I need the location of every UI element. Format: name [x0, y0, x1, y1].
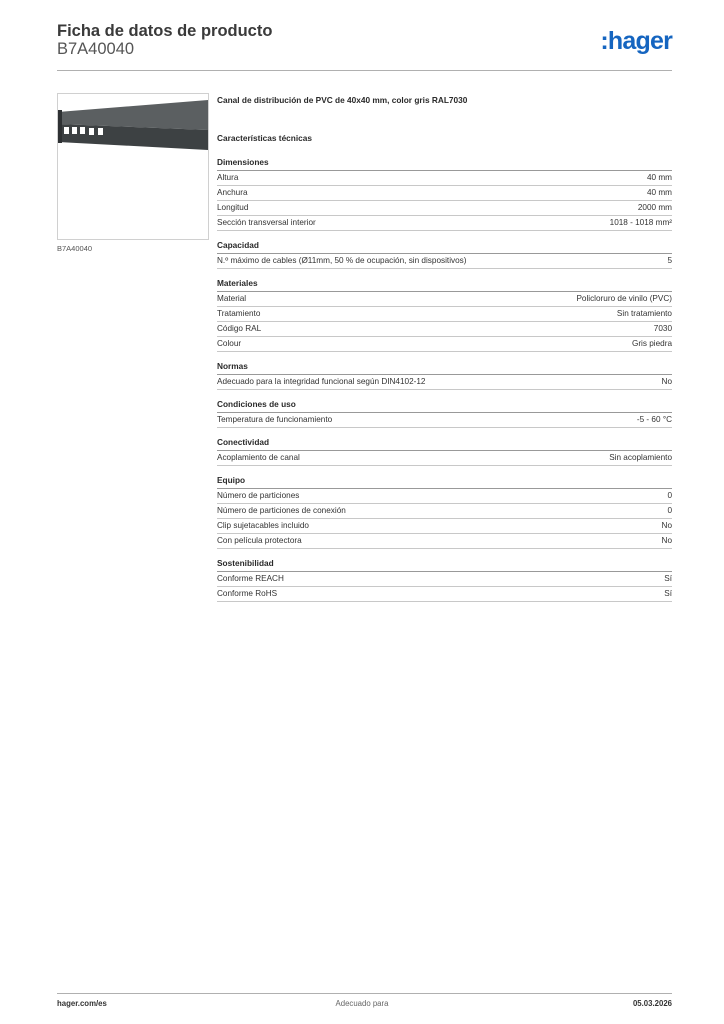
spec-value: Sí [664, 589, 672, 598]
spec-section-capacidad [217, 240, 672, 269]
product-sku: B7A40040 [57, 40, 135, 58]
spec-label: Acoplamiento de canal [217, 453, 300, 462]
section-title: Condiciones de uso [217, 399, 672, 413]
spec-value: No [661, 521, 672, 530]
spec-content [217, 95, 672, 611]
spec-row [217, 171, 672, 186]
spec-label: Anchura [217, 188, 248, 197]
spec-row [217, 534, 672, 549]
spec-label: Clip sujetacables incluido [217, 521, 309, 530]
footer-divider [57, 993, 672, 994]
hager-logo: :hager [600, 27, 672, 55]
spec-section-dimensiones [217, 157, 672, 231]
section-title: Normas [217, 361, 672, 375]
spec-label: Colour [217, 339, 242, 348]
image-caption: B7A40040 [57, 244, 93, 253]
spec-label: Temperatura de funcionamiento [217, 415, 333, 424]
spec-label: Conforme RoHS [217, 589, 278, 598]
spec-section-conectividad [217, 437, 672, 466]
pvc-trunking-icon [58, 94, 208, 239]
spec-row [217, 375, 672, 390]
spec-sections [217, 157, 672, 602]
spec-row [217, 489, 672, 504]
spec-label: N.º máximo de cables (Ø11mm, 50 % de ocupación, sin dispositivos) [217, 256, 467, 265]
footer-date: 05.03.2026 [632, 999, 672, 1008]
section-title: Dimensiones [217, 157, 672, 171]
spec-row [217, 337, 672, 352]
spec-section-normas [217, 361, 672, 390]
section-title: Materiales [217, 278, 672, 292]
section-title: Sostenibilidad [217, 558, 672, 572]
section-title: Equipo [217, 475, 672, 489]
header-divider [57, 70, 672, 71]
section-title: Capacidad [217, 240, 672, 254]
spec-row [217, 587, 672, 602]
spec-value: 7030 [653, 324, 672, 333]
spec-row [217, 572, 672, 587]
spec-section-sostenibilidad [217, 558, 672, 602]
spec-row [217, 186, 672, 201]
spec-value: Gris piedra [631, 339, 672, 348]
spec-value: 40 mm [646, 188, 672, 197]
tech-heading: Características técnicas [217, 133, 313, 143]
spec-value: 40 mm [646, 173, 672, 182]
spec-value: Sí [664, 574, 672, 583]
spec-row [217, 307, 672, 322]
spec-label: Tratamiento [217, 309, 261, 318]
spec-section-materiales [217, 278, 672, 352]
spec-value: Sin tratamiento [616, 309, 672, 318]
spec-value: 1018 - 1018 mm² [609, 218, 672, 227]
spec-section-condiciones-de-uso [217, 399, 672, 428]
spec-label: Sección transversal interior [217, 218, 316, 227]
spec-value: 0 [667, 491, 672, 500]
footer-website: hager.com/es [57, 999, 107, 1008]
spec-row [217, 519, 672, 534]
page-title: Ficha de datos de producto [57, 22, 273, 40]
spec-row [217, 322, 672, 337]
spec-value: Policloruro de vinilo (PVC) [576, 294, 672, 303]
spec-value: 0 [667, 506, 672, 515]
spec-label: Longitud [217, 203, 249, 212]
spec-label: Adecuado para la integridad funcional según DIN4102-12 [217, 377, 426, 386]
product-description: Canal de distribución de PVC de 40x40 mm, color gris RAL7030 [217, 95, 468, 105]
spec-row [217, 201, 672, 216]
spec-label: Código RAL [217, 324, 262, 333]
spec-value: 2000 mm [637, 203, 672, 212]
spec-section-equipo [217, 475, 672, 549]
spec-label: Altura [217, 173, 239, 182]
spec-label: Número de particiones [217, 491, 300, 500]
spec-label: Conforme REACH [217, 574, 284, 583]
spec-value: Sin acoplamiento [609, 453, 672, 462]
product-image [57, 93, 209, 240]
spec-row [217, 504, 672, 519]
spec-row [217, 254, 672, 269]
section-title: Conectividad [217, 437, 672, 451]
spec-value: No [661, 536, 672, 545]
spec-label: Material [217, 294, 247, 303]
spec-value: No [661, 377, 672, 386]
spec-row [217, 413, 672, 428]
spec-label: Número de particiones de conexión [217, 506, 346, 515]
spec-row [217, 216, 672, 231]
spec-row [217, 451, 672, 466]
spec-value: 5 [667, 256, 672, 265]
spec-label: Con película protectora [217, 536, 302, 545]
spec-row [217, 292, 672, 307]
footer-suitability: Adecuado para [335, 999, 389, 1008]
spec-value: -5 - 60 °C [636, 415, 672, 424]
